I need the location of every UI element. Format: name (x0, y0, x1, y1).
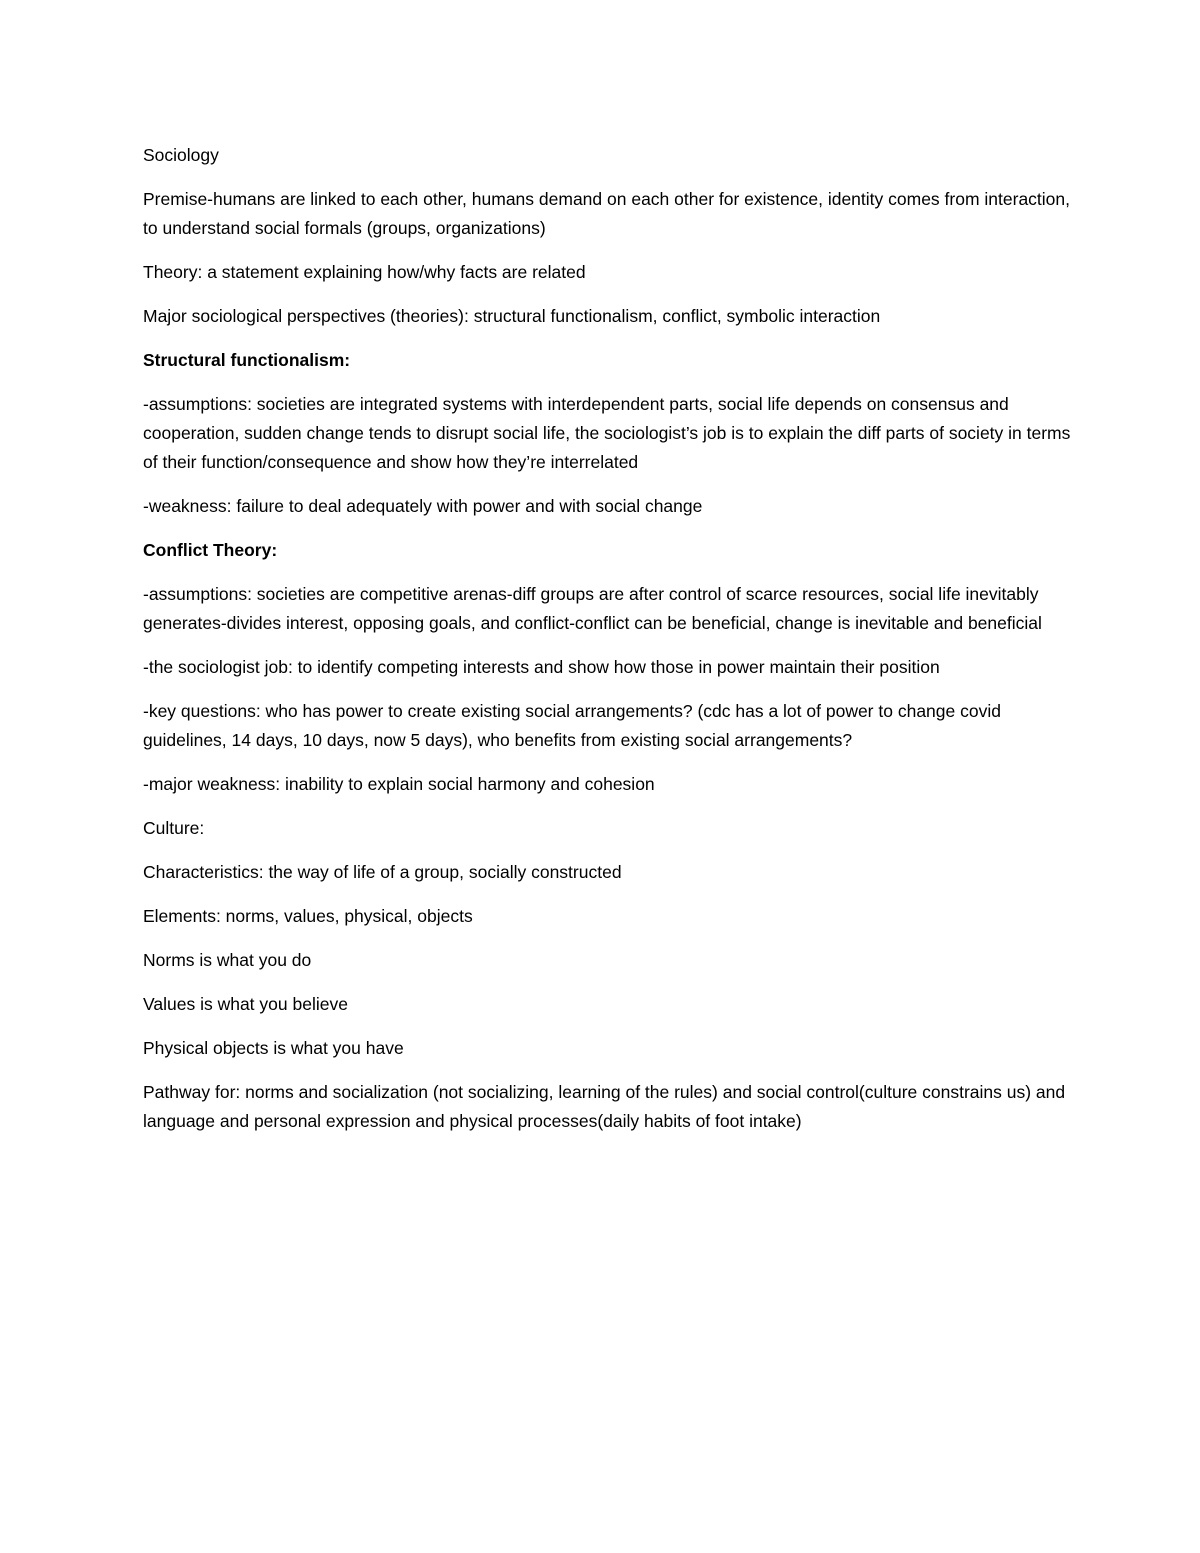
conflict-key-questions: -key questions: who has power to create existing social arrangements? (cdc has a lot of power to change covid guidelines, 14 days, 10 days, now 5 days), who benefits from existing social arrangements? (143, 701, 1001, 750)
theory-definition: Theory: a statement explaining how/why facts are related (143, 262, 586, 282)
culture-values: Values is what you believe (143, 994, 348, 1014)
document-body (143, 141, 1073, 1151)
culture-norms: Norms is what you do (143, 950, 312, 970)
structural-weakness: -weakness: failure to deal adequately with power and with social change (143, 496, 703, 516)
conflict-theory-heading: Conflict Theory: (143, 540, 278, 560)
document-title: Sociology (143, 145, 219, 165)
structural-assumptions: -assumptions: societies are integrated systems with interdependent parts, social life depends on consensus and cooperation, sudden change tends to disrupt social life, the sociologist’s job is to explain the diff parts of society in terms of their function/consequence and show how they’re interrelated (143, 394, 1071, 472)
culture-pathway: Pathway for: norms and socialization (not socializing, learning of the rules) and social control(culture constrains us) and language and personal expression and physical processes(daily habits of foot intake) (143, 1082, 1066, 1131)
culture-characteristics: Characteristics: the way of life of a group, socially constructed (143, 862, 622, 882)
structural-functionalism-heading: Structural functionalism: (143, 350, 351, 370)
conflict-weakness: -major weakness: inability to explain social harmony and cohesion (143, 774, 655, 794)
culture-heading: Culture: (143, 818, 205, 838)
conflict-sociologist-job: -the sociologist job: to identify competing interests and show how those in power maintain their position (143, 657, 940, 677)
culture-physical-objects: Physical objects is what you have (143, 1038, 404, 1058)
major-perspectives: Major sociological perspectives (theories): structural functionalism, conflict, symbolic interaction (143, 306, 881, 326)
conflict-assumptions: -assumptions: societies are competitive arenas-diff groups are after control of scarce resources, social life inevitably generates-divides interest, opposing goals, and conflict-conflict can be beneficial, change is inevitable and beneficial (143, 584, 1042, 633)
premise-paragraph: Premise-humans are linked to each other, humans demand on each other for existence, identity comes from interaction, to understand social formals (groups, organizations) (143, 189, 1071, 238)
culture-elements: Elements: norms, values, physical, objects (143, 906, 473, 926)
